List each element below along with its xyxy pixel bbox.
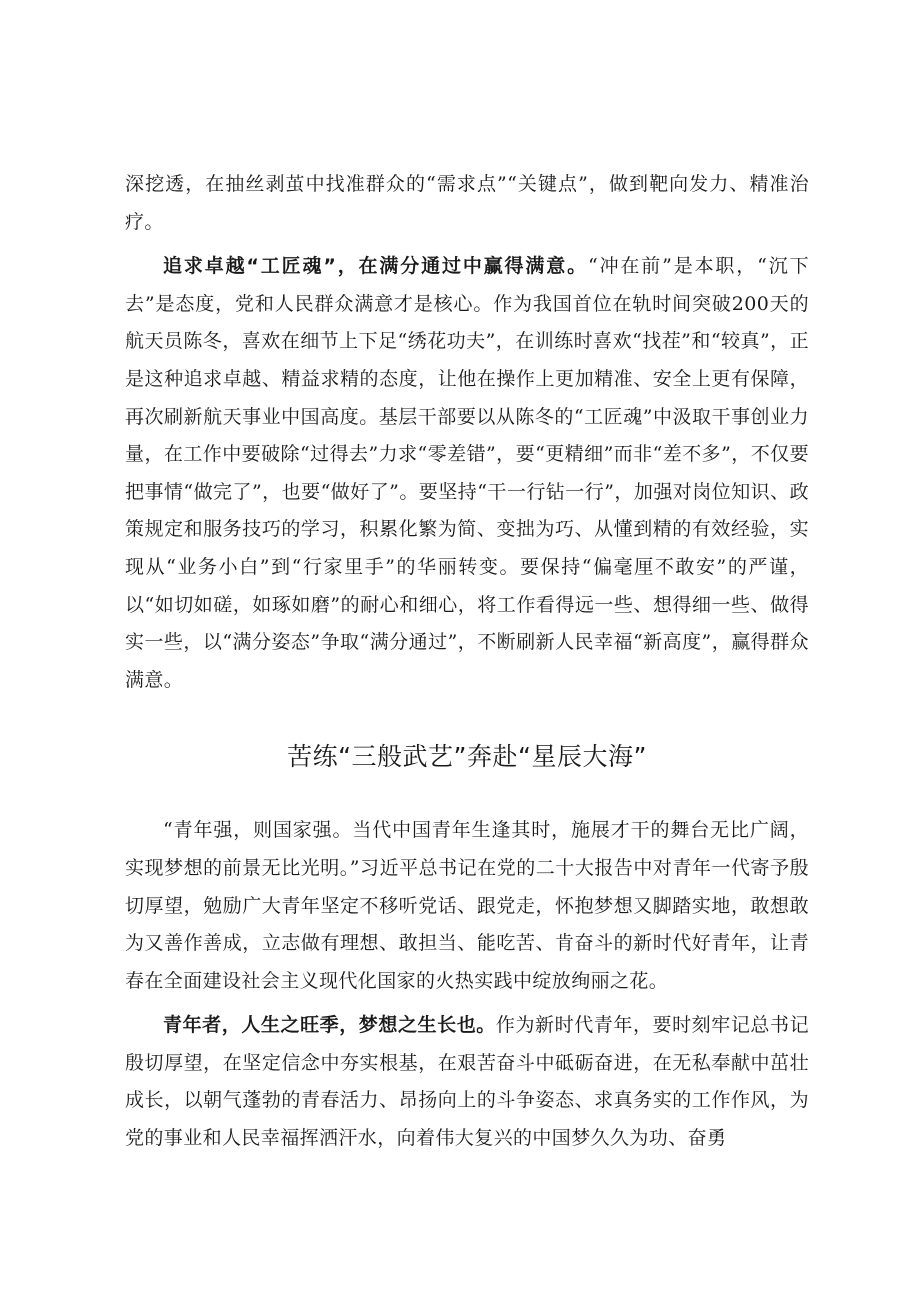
paragraph-continuation xyxy=(125,166,809,241)
paragraph-lead-heading: 青年者，人生之旺季，梦想之生长也。 xyxy=(163,1014,496,1037)
paragraph-text: “青年强，则国家强。当代中国青年生逢其时，施展才干的舞台无比广阔，实现梦想的前景无比光明。”习近平总书记在党的二十大报告中对青年一代寄予殷切厚望，勉励广大青年坚定不移听党话、跟党走，怀抱梦想又脚踏实地，敢想敢为又善作善成，立志做有理想、敢担当、能吃苦、肯奋斗的新时代好青年，让青春在全面建设社会主义现代化国家的火热实践中绽放绚丽之花。 xyxy=(125,819,809,992)
section-title: 苦练“三般武艺”奔赴“星辰大海” xyxy=(287,742,647,772)
document-body xyxy=(125,166,809,1158)
paragraph-youth-season xyxy=(125,1007,809,1157)
paragraph-text: 深挖透，在抽丝剥茧中找准群众的“需求点”“关键点”，做到靶向发力、精准治疗。 xyxy=(125,173,809,233)
paragraph-text: “冲在前”是本职，“沉下去”是态度，党和人民群众满意才是核心。作为我国首位在轨时间突破200天的航天员陈冬，喜欢在细节上下足“绣花功夫”，在训练时喜欢“找茬”和“较真”，正是这种追求卓越、精益求精的态度，让他在操作上更加精准、安全上更有保障，再次刷新航天事业中国高度。基层干部要以从陈冬的“工匠魂”中汲取干事创业力量，在工作中要破除“过得去”力求“零差错”，要“更精细”而非“差不多”，不仅要把事情“做完了”，也要“做好了”。要坚持“干一行钻一行”，加强对岗位知识、政策规定和服务技巧的学习，积累化繁为简、变拙为巧、从懂到精的有效经验，实现从“业务小白”到“行家里手”的华丽转变。要保持“偏毫厘不敢安”的严谨，以“如切如磋，如琢如磨”的耐心和细心，将工作看得远一些、想得细一些、做得实一些，以“满分姿态”争取“满分通过”，不断刷新人民幸福“新高度”，赢得群众满意。 xyxy=(125,255,809,691)
paragraph-craftsman-spirit xyxy=(125,248,809,699)
paragraph-youth-quote xyxy=(125,812,809,1000)
paragraph-lead-heading: 追求卓越“工匠魂”，在满分通过中赢得满意。 xyxy=(163,255,588,278)
paragraph-text: 作为新时代青年，要时刻牢记总书记殷切厚望，在坚定信念中夯实根基，在艰苦奋斗中砥砺奋进，在无私奉献中茁壮成长，以朝气蓬勃的青春活力、昂扬向上的斗争姿态、求真务实的工作作风，为党的事业和人民幸福挥洒汗水，向着伟大复兴的中国梦久久为功、奋勇 xyxy=(125,1014,809,1150)
